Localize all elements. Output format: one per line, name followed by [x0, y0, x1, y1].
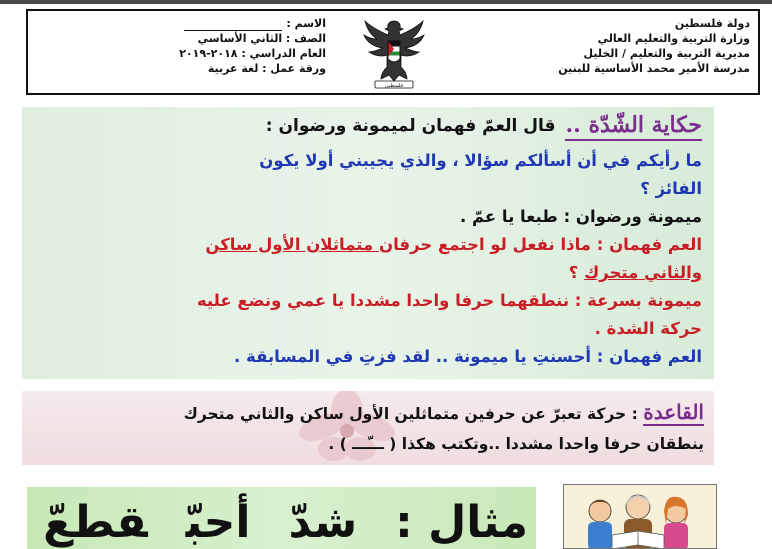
children-reading-icon	[563, 485, 716, 549]
story-text: العم فهمان : ماذا نفعل لو اجتمع	[432, 235, 702, 254]
story-line: ما رأيكم في أن أسألكم سؤالا ، والذي يجيبني أولا يكون	[259, 151, 702, 170]
example-word	[186, 497, 251, 548]
rule-panel	[22, 391, 714, 465]
example-word-base: قطع	[43, 497, 148, 548]
story-line: ميمونة بسرعة : ننطقهما حرفا واحدا مشددا يا عمي ونضع عليه	[196, 291, 702, 310]
story-line	[32, 259, 702, 287]
children-reading-illustration	[563, 484, 717, 549]
example-panel	[27, 487, 536, 549]
rule-label: القاعدة	[643, 400, 704, 424]
story-title-label: حكاية الشّدّة ..	[565, 112, 702, 141]
example-word	[43, 497, 148, 548]
worksheet-header	[26, 9, 760, 95]
palestine-eagle-emblem-icon	[361, 15, 427, 91]
class-line: الصف : الثاني الأساسي	[197, 32, 326, 45]
name-blank-line[interactable]	[184, 19, 282, 31]
worksheet-subject-line: ورقة عمل : لغة عربية	[207, 62, 326, 75]
highlight-word-mutaharrik: متحرك	[584, 263, 639, 282]
rule-line-2: ينطقان حرفا واحدا مشددا ..وتكتب هكذا ( ـــّـــ ) .	[328, 435, 704, 453]
story-line: حركة الشدة .	[594, 319, 702, 338]
story-dialogue	[32, 147, 702, 371]
name-label: الاسم :	[286, 17, 326, 30]
story-line	[32, 231, 702, 259]
header-country: دولة فلسطين	[674, 17, 750, 30]
story-text: ؟	[568, 263, 585, 282]
highlight-word-harfan: حرفان	[378, 235, 433, 254]
story-text-underlined: والثاني	[638, 263, 702, 282]
example-word	[288, 497, 357, 548]
rule-definition: : حركة تعبرّ عن حرفين متماثلين الأول ساكن والثاني متحرك	[183, 405, 644, 423]
rule-text	[32, 397, 704, 459]
student-name-row	[178, 16, 326, 31]
ministry-info	[558, 16, 750, 76]
example-text	[27, 493, 528, 549]
header-ministry: وزارة التربية والتعليم العالي	[597, 32, 750, 45]
header-school: مدرسة الأمير محمد الأساسية للبنين	[558, 62, 750, 75]
emblem-caption: فلسطين	[385, 83, 403, 89]
top-border-bar	[0, 0, 772, 4]
story-line: ميمونة ورضوان : طبعا يا عمّ .	[459, 207, 702, 226]
header-directorate: مديرية التربية والتعليم / الخليل	[583, 47, 750, 60]
example-word-base: شد	[288, 497, 358, 548]
student-info	[178, 16, 326, 76]
story-text-underlined: متماثلان الأول ساكن	[205, 235, 379, 254]
example-label: مثال :	[395, 497, 528, 548]
rule-line-1	[32, 397, 704, 429]
school-year-line: العام الدراسي : ٢٠١٨-٢٠١٩	[179, 47, 326, 60]
example-word-base: أحب	[185, 497, 251, 548]
story-line: العم فهمان : أحسنتِ يا ميمونة .. لقد فزتِ في المسابقة .	[234, 347, 702, 366]
story-title-rest: قال العمّ فهمان لميمونة ورضوان :	[265, 116, 556, 136]
story-title	[266, 111, 702, 141]
story-line: الفائز ؟	[640, 179, 702, 198]
shadda-story-panel	[22, 107, 714, 379]
